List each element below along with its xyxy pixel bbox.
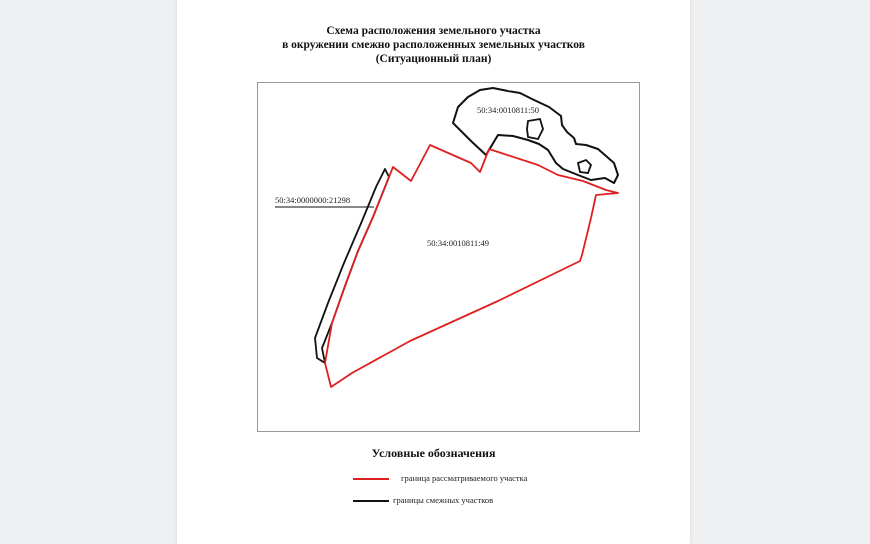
neighbor-plot-west-label: 50:34:0000000:21298 xyxy=(275,195,351,205)
page-title xyxy=(177,24,690,66)
title-line-1: Схема расположения земельного участка xyxy=(326,25,541,37)
legend-swatch-black-line xyxy=(353,500,389,502)
title-line-2: в окружении смежно расположенных земельных участков xyxy=(282,39,585,51)
legend-item-label: граница рассматриваемого участка xyxy=(401,473,528,483)
legend-swatch-red-line xyxy=(353,478,389,480)
legend-item-label: границы смежных участков xyxy=(393,495,494,505)
document-sheet xyxy=(177,0,690,544)
neighbor-plot-inner-island-2 xyxy=(578,160,591,173)
subject-plot-boundary xyxy=(325,145,618,387)
situation-map xyxy=(257,82,640,432)
title-line-3: (Ситуационный план) xyxy=(375,53,492,65)
map-drawing xyxy=(258,83,639,431)
neighbor-plot-inner-island-1 xyxy=(527,119,543,139)
legend-title: Условные обозначения xyxy=(371,446,496,460)
subject-plot-label: 50:34:0010811:49 xyxy=(427,238,490,248)
neighbor-plot-north-label: 50:34:0010811:50 xyxy=(477,105,540,115)
